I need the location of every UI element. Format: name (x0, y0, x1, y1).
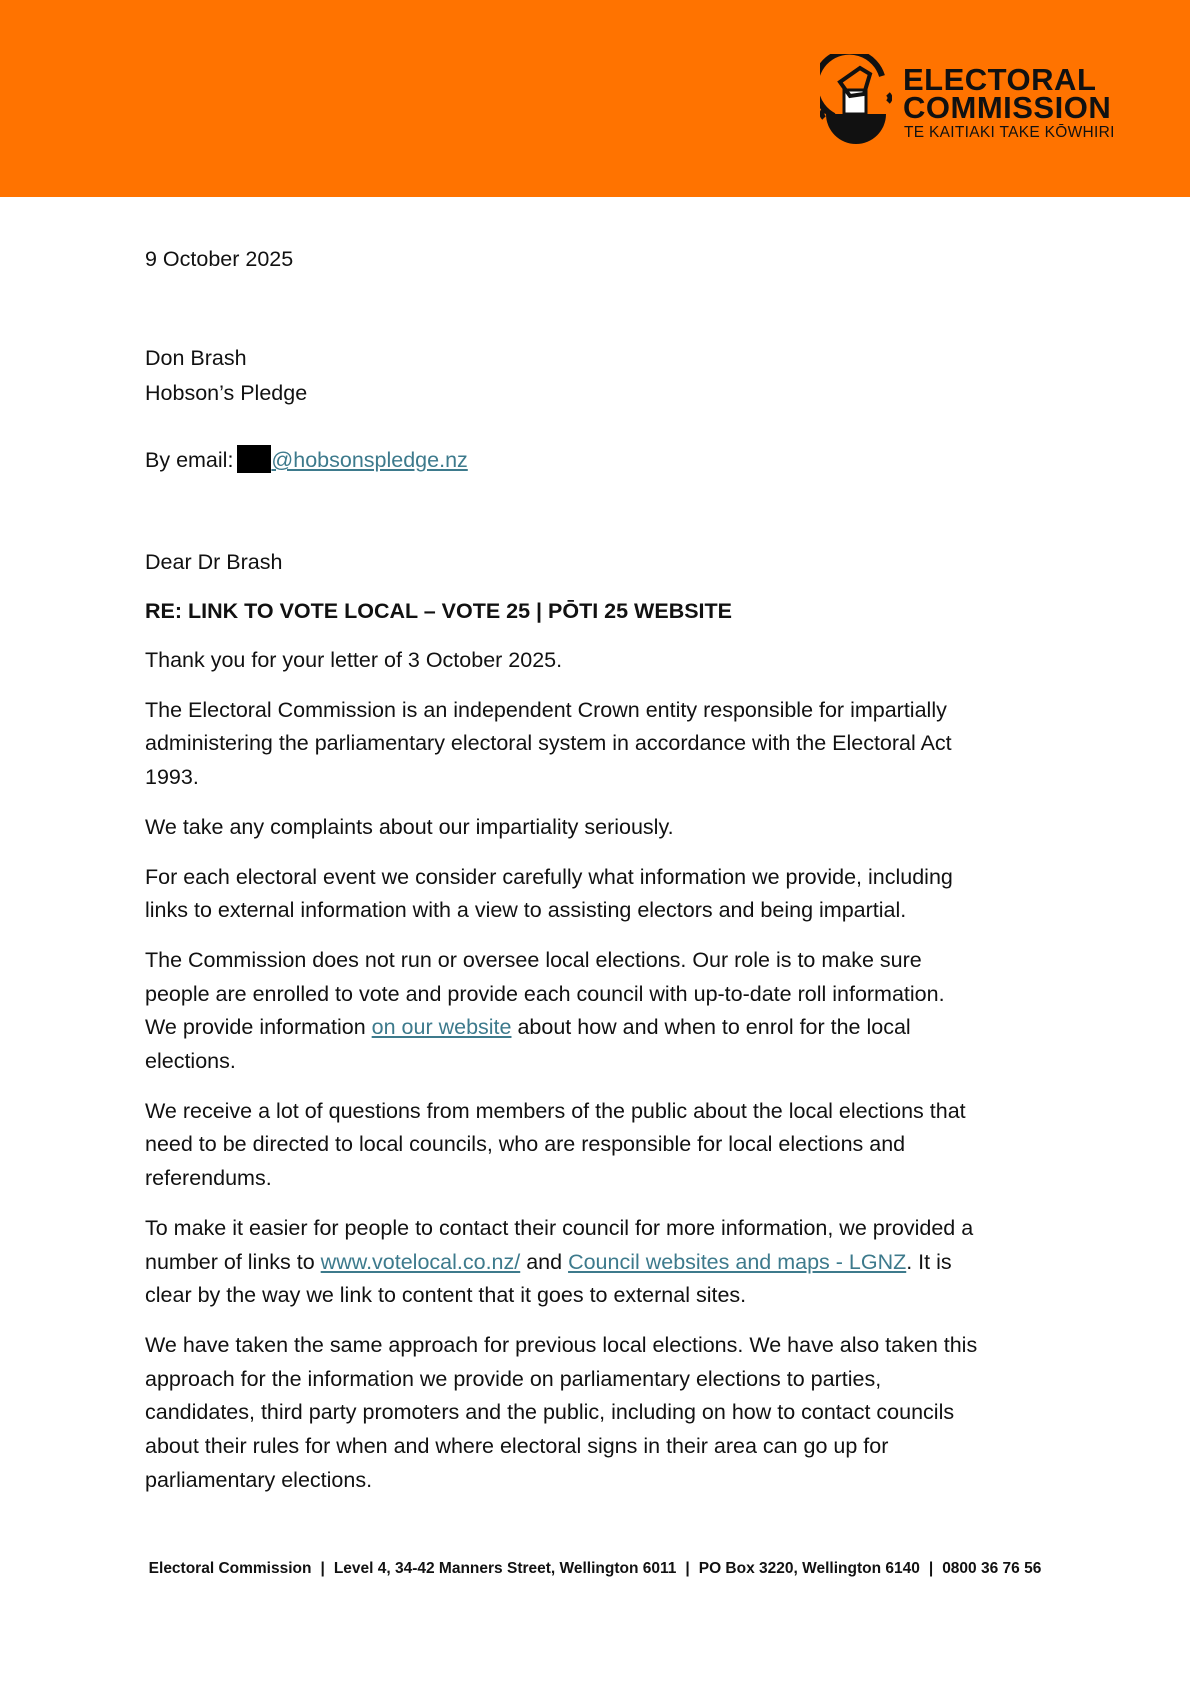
text-segment: . It is (906, 1249, 952, 1274)
text-segment: and (520, 1249, 569, 1274)
paragraph-line (145, 1329, 1065, 1363)
paragraph-line (145, 761, 1065, 795)
text-segment: links to external information with a view to assisting electors and being impartial. (145, 898, 907, 923)
hyperlink[interactable]: on our website (371, 1015, 512, 1040)
text-segment: We receive a lot of questions from members of the public about the local elections that (145, 1098, 966, 1123)
body-paragraph (145, 694, 1065, 795)
text-segment: 1993. (145, 765, 199, 790)
redacted-block (237, 445, 271, 473)
text-segment: elections. (145, 1049, 236, 1074)
body-paragraph (145, 1329, 1065, 1498)
logo-title-line2: COMMISSION (903, 90, 1112, 125)
email-line (145, 443, 468, 477)
body-paragraph (145, 1095, 1065, 1196)
electoral-commission-logo (820, 54, 1120, 146)
paragraph-line (145, 644, 1065, 678)
text-segment: The Electoral Commission is an independent Crown entity responsible for impartially (145, 697, 947, 722)
logo-title-line1: ELECTORAL (903, 62, 1097, 97)
paragraph-line (145, 978, 1065, 1012)
subject-line: RE: LINK TO VOTE LOCAL – VOTE 25 | PŌTI 25 WEBSITE (145, 599, 733, 623)
body-paragraph (145, 811, 1065, 845)
body-paragraph (145, 944, 1065, 1079)
text-segment: We have taken the same approach for previous local elections. We have also taken this (145, 1332, 978, 1357)
footer-separator: | (928, 1560, 934, 1577)
footer-separator: | (685, 1560, 690, 1577)
paragraph-line (145, 944, 1065, 978)
paragraph-line (145, 1045, 1065, 1079)
hyperlink[interactable]: Council websites and maps - LGNZ (568, 1249, 907, 1274)
paragraph-line (145, 727, 1065, 761)
paragraph-line (145, 694, 1065, 728)
text-segment: candidates, third party promoters and the public, including on how to contact councils (145, 1400, 955, 1425)
text-segment: need to be directed to local councils, who are responsible for local elections and (145, 1132, 906, 1157)
paragraph-line (145, 1095, 1065, 1129)
text-segment: For each electoral event we consider carefully what information we provide, including (145, 864, 953, 889)
footer-item: Electoral Commission (148, 1560, 312, 1577)
paragraph-line (145, 1011, 1065, 1045)
paragraph-line (145, 1212, 1065, 1246)
footer-item: 0800 36 76 56 (942, 1560, 1042, 1577)
paragraph-line (145, 1279, 1065, 1313)
logo-tagline: TE KAITIAKI TAKE KŌWHIRI (904, 124, 1115, 141)
text-segment: Thank you for your letter of 3 October 2025. (145, 648, 563, 672)
text-segment: administering the parliamentary electoral system in accordance with the Electoral Act (145, 731, 952, 756)
email-label: By email: (145, 448, 234, 472)
text-segment: approach for the information we provide on parliamentary elections to parties, (145, 1366, 882, 1391)
salutation: Dear Dr Brash (145, 550, 283, 574)
paragraph-line (145, 894, 1065, 928)
footer-item: Level 4, 34-42 Manners Street, Wellington 6011 (333, 1560, 677, 1577)
paragraph-line (145, 1363, 1065, 1397)
text-segment: people are enrolled to vote and provide each council with up-to-date roll information. (145, 981, 945, 1006)
body-paragraph (145, 1212, 1065, 1313)
text-segment: To make it easier for people to contact their council for more information, we provided a (145, 1215, 974, 1240)
text-segment: We take any complaints about our impartiality seriously. (145, 814, 674, 839)
letter-date: 9 October 2025 (145, 247, 294, 271)
footer-address (0, 1560, 1190, 1578)
recipient-name: Don Brash (145, 346, 247, 370)
text-segment: We provide information (145, 1015, 372, 1040)
text-segment: about how and when to enrol for the local (511, 1015, 911, 1040)
hyperlink[interactable]: www.votelocal.co.nz/ (320, 1249, 521, 1274)
letterhead-banner (0, 0, 1190, 197)
recipient-organisation: Hobson’s Pledge (145, 381, 308, 405)
email-link[interactable]: @hobsonspledge.nz (271, 448, 468, 472)
paragraph-line (145, 1162, 1065, 1196)
paragraph-line (145, 861, 1065, 895)
ballot-hand-icon (820, 54, 892, 144)
paragraph-line (145, 1128, 1065, 1162)
footer-item: PO Box 3220, Wellington 6140 (698, 1560, 920, 1577)
text-segment: referendums. (145, 1166, 272, 1191)
paragraph-line (145, 811, 1065, 845)
paragraph-line (145, 1246, 1065, 1280)
paragraph-line (145, 1396, 1065, 1430)
paragraph-line (145, 1430, 1065, 1464)
text-segment: clear by the way we link to content that it goes to external sites. (145, 1283, 747, 1308)
letter-body (145, 644, 1065, 1513)
paragraph-line (145, 1464, 1065, 1498)
body-paragraph (145, 861, 1065, 928)
footer-separator: | (320, 1560, 325, 1577)
text-segment: about their rules for when and where electoral signs in their area can go up for (145, 1434, 889, 1459)
text-segment: The Commission does not run or oversee local elections. Our role is to make sure (145, 947, 922, 972)
text-segment: parliamentary elections. (145, 1467, 373, 1492)
body-paragraph (145, 644, 1065, 678)
text-segment: number of links to (145, 1249, 321, 1274)
